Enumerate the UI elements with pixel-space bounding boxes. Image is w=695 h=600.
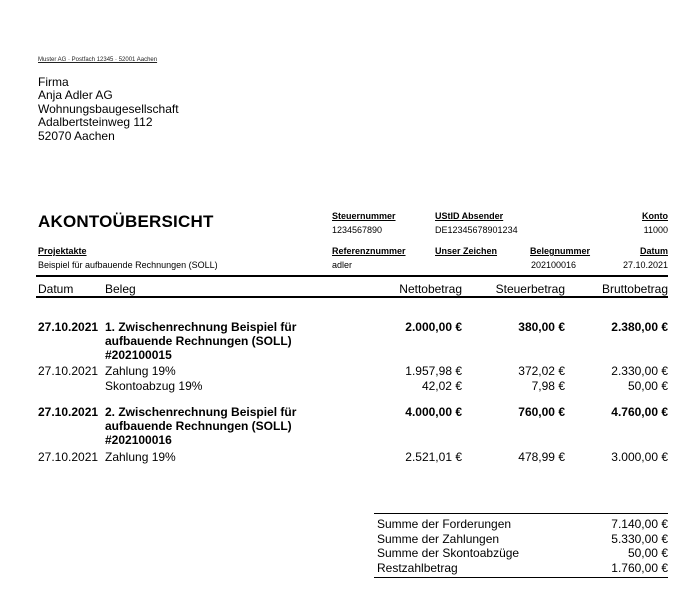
summary-value-restzahlbetrag: 1.760,00 € [611, 560, 668, 575]
column-header-netto: Nettobetrag [399, 282, 462, 296]
konto-value: 11000 [643, 225, 668, 235]
row-5-date: 27.10.2021 [38, 450, 99, 464]
row-3-netto: 42,02 € [421, 379, 462, 393]
recipient-line-4: Adalbertsteinweg 112 [38, 115, 153, 130]
column-header-steuer: Steuerbetrag [495, 282, 565, 296]
recipient-line-3: Wohnungsbaugesellschaft [38, 101, 179, 116]
summary-label-skontoabzuege: Summe der Skontoabzüge [377, 546, 520, 560]
recipient-address [38, 76, 179, 143]
row-2-date: 27.10.2021 [38, 364, 99, 378]
row-1-netto: 2.000,00 € [405, 320, 462, 334]
summary-value-forderungen: 7.140,00 € [611, 517, 668, 531]
summary-label-zahlungen: Summe der Zahlungen [377, 531, 500, 546]
summary-top-rule [374, 513, 668, 514]
projektakte-label: Projektakte [38, 246, 87, 256]
steuernummer-label: Steuernummer [332, 211, 396, 221]
row-1-description: 1. Zwischenrechnung Beispiel für aufbauende Rechnungen (SOLL) #202100015 [105, 320, 297, 362]
ustid-value: DE12345678901234 [435, 225, 518, 235]
summary-bottom-rule [374, 577, 668, 578]
row-4-description: 2. Zwischenrechnung Beispiel für aufbauende Rechnungen (SOLL) #202100016 [105, 405, 297, 447]
recipient-line-1: Firma [38, 75, 69, 89]
steuernummer-value: 1234567890 [332, 225, 383, 235]
unser-zeichen-label: Unser Zeichen [435, 246, 498, 256]
sender-address-line: Muster AG · Postfach 12345 · 52001 Aachen [38, 57, 158, 63]
row-1-date: 27.10.2021 [38, 320, 99, 334]
column-header-brutto: Bruttobetrag [601, 282, 668, 296]
column-header-beleg: Beleg [105, 282, 136, 296]
row-2-brutto: 2.330,00 € [611, 364, 668, 378]
document-title: AKONTOÜBERSICHT [38, 212, 214, 231]
row-1-brutto: 2.380,00 € [611, 320, 668, 334]
row-4-netto: 4.000,00 € [405, 405, 462, 419]
row-5-netto: 2.521,01 € [405, 450, 462, 464]
row-2-steuer: 372,02 € [518, 364, 565, 378]
row-5-description: Zahlung 19% [105, 450, 176, 464]
table-top-rule [36, 275, 668, 277]
row-5-steuer: 478,99 € [518, 450, 565, 464]
belegnummer-label: Belegnummer [530, 246, 591, 256]
datum-label: Datum [639, 246, 668, 256]
summary-label-forderungen: Summe der Forderungen [377, 517, 512, 531]
row-1-steuer: 380,00 € [518, 320, 565, 334]
row-4-brutto: 4.760,00 € [611, 405, 668, 419]
summary-value-zahlungen: 5.330,00 € [611, 531, 668, 546]
row-3-steuer: 7,98 € [531, 379, 565, 393]
row-5-brutto: 3.000,00 € [611, 450, 668, 464]
row-2-netto: 1.957,98 € [405, 364, 462, 378]
column-header-datum: Datum [38, 282, 74, 296]
referenznummer-value: adler [332, 260, 353, 270]
row-3-brutto: 50,00 € [627, 379, 668, 393]
row-2-description: Zahlung 19% [105, 364, 176, 378]
belegnummer-value: 202100016 [531, 260, 577, 270]
recipient-line-5: 52070 Aachen [38, 128, 115, 143]
referenznummer-label: Referenznummer [332, 246, 406, 256]
recipient-line-2: Anja Adler AG [38, 88, 113, 103]
table-header-rule [36, 296, 668, 298]
row-3-description: Skontoabzug 19% [105, 379, 203, 393]
projektakte-value: Beispiel für aufbauende Rechnungen (SOLL) [38, 260, 218, 270]
row-4-steuer: 760,00 € [518, 405, 565, 419]
summary-value-skontoabzuege: 50,00 € [627, 546, 668, 560]
ustid-label: UStID Absender [435, 211, 504, 221]
summary-label-restzahlbetrag: Restzahlbetrag [377, 560, 458, 575]
row-4-date: 27.10.2021 [38, 405, 99, 419]
konto-label: Konto [642, 211, 668, 221]
datum-value: 27.10.2021 [622, 260, 668, 270]
